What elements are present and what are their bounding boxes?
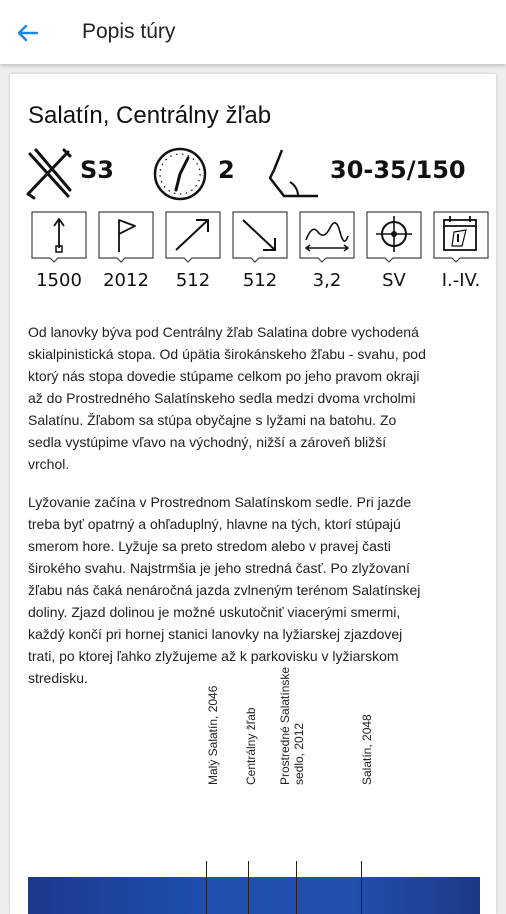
profile-point-label: Salatín, 2048 (360, 714, 374, 785)
tour-detail-card (10, 74, 496, 914)
info-label: 2012 (103, 270, 149, 291)
descent-arrow-icon (231, 210, 289, 264)
info-item-summit (97, 210, 155, 291)
info-label: 512 (175, 270, 211, 291)
elevation-profile (10, 666, 496, 914)
info-label: 3,2 (312, 270, 342, 291)
difficulty-stat (24, 146, 144, 202)
back-button[interactable] (10, 16, 44, 50)
elevation-start-icon (30, 210, 88, 264)
info-label: 512 (242, 270, 278, 291)
difficulty-value: S3 (80, 156, 114, 184)
profile-marker-line (248, 861, 249, 914)
tour-title: Salatín, Centrálny žľab (28, 102, 272, 129)
tour-description (28, 321, 483, 705)
tour-info-icons (24, 210, 484, 294)
slope-stat (264, 146, 484, 202)
crossed-skis-icon (24, 146, 74, 200)
profile-point-label: Malý Salatín, 2046 (206, 685, 220, 785)
info-item-descent (231, 210, 289, 291)
description-paragraph: Od lanovky býva pod Centrálny žľab Salatina dobre vychodená skialpinistická stopa. Od úpätia širokánskeho žľabu - svahu, pod ktorý nás stopa dovedie stúpame celkom po jeho pravom okraji až do Prostredného Salatínskeho sedla medzi dvoma vrcholmi Salatínu. Žľabom sa stúpa obyčajne s lyžami na batohu. Zo sedla vystúpime vľavo na východný, nižší a zároveň bližší vrchol. (28, 324, 426, 472)
info-label: 1500 (36, 270, 82, 291)
distance-profile-icon (298, 210, 356, 264)
calendar-icon (432, 210, 490, 264)
app-bar (0, 0, 506, 64)
info-label: I.-IV. (441, 270, 481, 291)
profile-marker-line (296, 861, 297, 914)
duration-value: 2 (218, 156, 235, 184)
info-label: SV (382, 270, 406, 291)
clock-icon (152, 146, 208, 202)
slope-angle-icon (264, 146, 320, 202)
profile-chart-area (28, 877, 480, 914)
page-title: Popis túry (82, 20, 176, 43)
description-paragraph: Lyžovanie začína v Prostrednom Salatínskom sedle. Pri jazde treba byť opatrný a ohľaduplný, hlavne na tých, ktorí stúpajú smerom hore. Lyžuje sa preto stredom alebo v pravej časti širokého svahu. Najstrmšia je jeho stredná časť. Po zlyžovaní žľabu nás čaká nenáročná jazda zvlneným terénom Salatínskej doliny. Zjazd dolinou je možné uskutočniť viacerými smermi, každý končí pri hornej stanici lanovky na lyžiarskej zjazdovej trati, po ktorej ľahko zlyžujeme až k parkovisku v lyžiarskom stredisku. (28, 494, 421, 686)
back-arrow-icon (10, 16, 44, 50)
ascent-arrow-icon (164, 210, 222, 264)
profile-marker-line (206, 861, 207, 914)
info-item-ascent (164, 210, 222, 291)
info-item-aspect (365, 210, 423, 291)
info-item-elevation-start (30, 210, 88, 291)
profile-point-label: Prostredné Salatínske sedlo, 2012 (278, 666, 306, 785)
info-item-distance (298, 210, 356, 291)
profile-marker-line (361, 861, 362, 914)
duration-stat (152, 146, 262, 202)
tour-stats-row (24, 146, 484, 202)
slope-value: 30-35/150 (330, 156, 466, 184)
summit-flag-icon (97, 210, 155, 264)
info-item-season (432, 210, 490, 291)
profile-point-label: Centrálny žľab (244, 707, 258, 785)
compass-target-icon (365, 210, 423, 264)
